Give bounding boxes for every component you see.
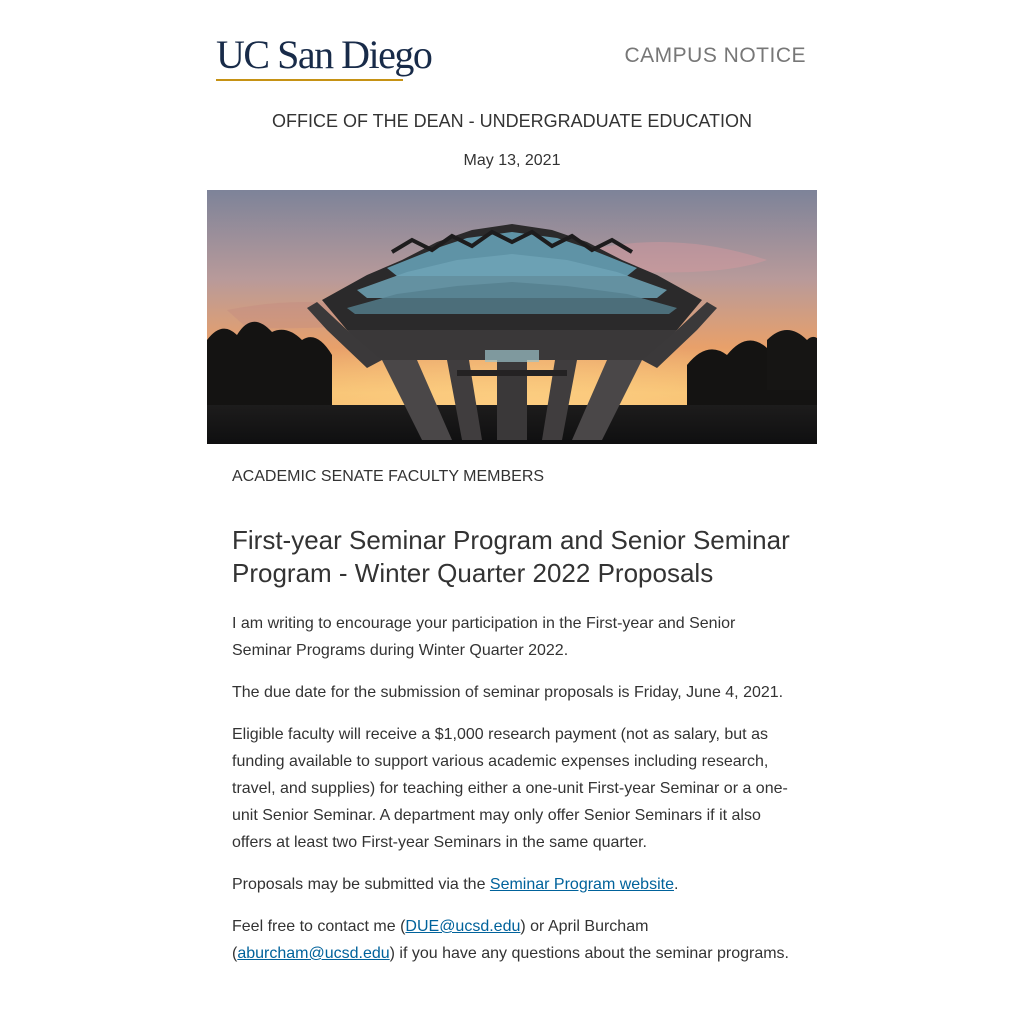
ucsd-logo[interactable] bbox=[216, 32, 432, 77]
contact-text-prefix: Feel free to contact me ( bbox=[232, 918, 406, 935]
paragraph-submission bbox=[232, 871, 792, 898]
email-body bbox=[232, 466, 792, 982]
campus-notice-label: CAMPUS NOTICE bbox=[624, 44, 806, 67]
due-email-link[interactable]: DUE@ucsd.edu bbox=[405, 918, 521, 935]
paragraph-contact bbox=[232, 913, 792, 967]
notice-date: May 13, 2021 bbox=[463, 152, 561, 169]
logo-underline bbox=[216, 79, 403, 81]
aburcham-email-link[interactable]: aburcham@ucsd.edu bbox=[237, 945, 390, 962]
office-title: OFFICE OF THE DEAN - UNDERGRADUATE EDUCATION bbox=[271, 111, 753, 131]
submission-text-prefix: Proposals may be submitted via the bbox=[232, 876, 490, 893]
email-header bbox=[207, 28, 817, 88]
hero-image-geisel-library bbox=[207, 190, 817, 444]
submission-text-suffix: . bbox=[673, 876, 679, 893]
contact-text-suffix: ) if you have any questions about the seminar programs. bbox=[389, 945, 789, 962]
seminar-program-website-link[interactable]: Seminar Program website bbox=[489, 876, 674, 893]
paragraph-encourage: I am writing to encourage your participation in the First-year and Senior Seminar Programs during Winter Quarter 2022. bbox=[232, 615, 736, 659]
paragraph-due-date: The due date for the submission of seminar proposals is Friday, June 4, 2021. bbox=[232, 684, 784, 701]
notice-headline: First-year Seminar Program and Senior Seminar Program - Winter Quarter 2022 Proposals bbox=[232, 525, 790, 588]
logo-wordmark: UC San Diego bbox=[216, 32, 432, 77]
contact-text-middle: ) or April Burcham ( bbox=[232, 918, 649, 962]
paragraph-eligibility: Eligible faculty will receive a $1,000 research payment (not as salary, but as funding available to support various academic expenses including research, travel, and supplies) for teaching either a one-unit First-year Seminar or a one-unit Senior Seminar. A department may only offer Senior Seminars if it also offers at least two First-year Seminars in the same quarter. bbox=[232, 726, 788, 851]
audience-label: ACADEMIC SENATE FACULTY MEMBERS bbox=[232, 468, 545, 485]
